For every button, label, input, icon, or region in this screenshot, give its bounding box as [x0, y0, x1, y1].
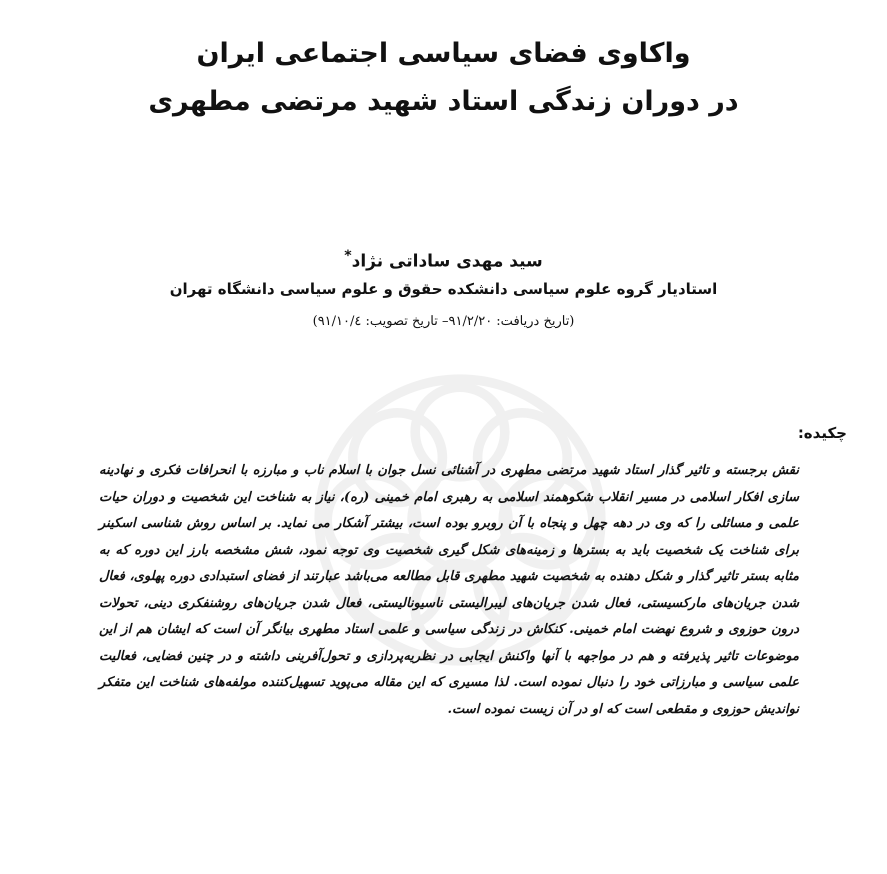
abstract-text: نقش برجسته و تاثیر گذار استاد شهید مرتضی مطهری در آشنائی نسل جوان با اسلام ناب و مبارزه با انحرافات فکری و نهادینه سازی افکار اسلامی در مسیر انقلاب شکوهمند اسلامی به رهبری امام خمینی (ره)، نیاز به شناخت این شخصیت و دوران حیات علمی و مسائلی را که وی در دهه چهل و پنجاه با آن روبرو بوده است، بیشتر آشکار می نماید. بر اساس روش شناسی اسکینر برای شناخت یک شخصیت باید به بسترها و زمینه‌های شکل گیری شخصیت وی توجه نمود، شش مشخصه بارز این دوره که به مثابه بستر تاثیر گذار و شکل دهنده به شخصیت شهید مطهری قابل مطالعه می‌باشد عبارتند از فضای استبدادی دوره پهلوی، فعال شدن جریان‌های مارکسیستی، فعال شدن جریان‌های لیبرالیستی ناسیونالیستی، فعال شدن جریان‌های روشنفکری دینی، تحولات درون حوزوی و شروع نهضت امام خمینی. کنکاش در زندگی سیاسی و علمی استاد مطهری بیانگر آن است که ایشان هم از این موضوعات تاثیر پذیرفته و هم در مواجهه با آنها واکنش ایجابی در نظریه‌پردازی و تحول‌آفرینی داشته و در چنین فضایی، فعالیت علمی سیاسی و مبارزاتی خود را دنبال نموده است. لذا مسیری که این مقاله می‌پوید تسهیل‌کننده مولفه‌های شناخت این متفکر نواندیش حوزوی و مقطعی است که او در آن زیست نموده است.: [99, 463, 799, 717]
author-affiliation: استادیار گروه علوم سیاسی دانشکده حقوق و علوم سیاسی دانشگاه تهران: [169, 280, 718, 298]
author-footnote-marker: *: [344, 248, 352, 264]
author-name-text: سید مهدی ساداتی نژاد: [351, 251, 543, 272]
author-name: [0, 244, 887, 274]
abstract-body: [99, 458, 799, 723]
title-line-2: در دوران زندگی استاد شهید مرتضی مطهری: [148, 86, 739, 117]
received-accepted-dates: (تاریخ دریافت: ۹۱/۲/۲۰– تاریخ تصویب: ۹۱/۱۰/٤): [312, 314, 575, 329]
abstract-heading: چکیده:: [797, 424, 847, 442]
title-line-1: واکاوی فضای سیاسی اجتماعی ایران: [196, 38, 691, 69]
paper-title: [0, 30, 887, 126]
